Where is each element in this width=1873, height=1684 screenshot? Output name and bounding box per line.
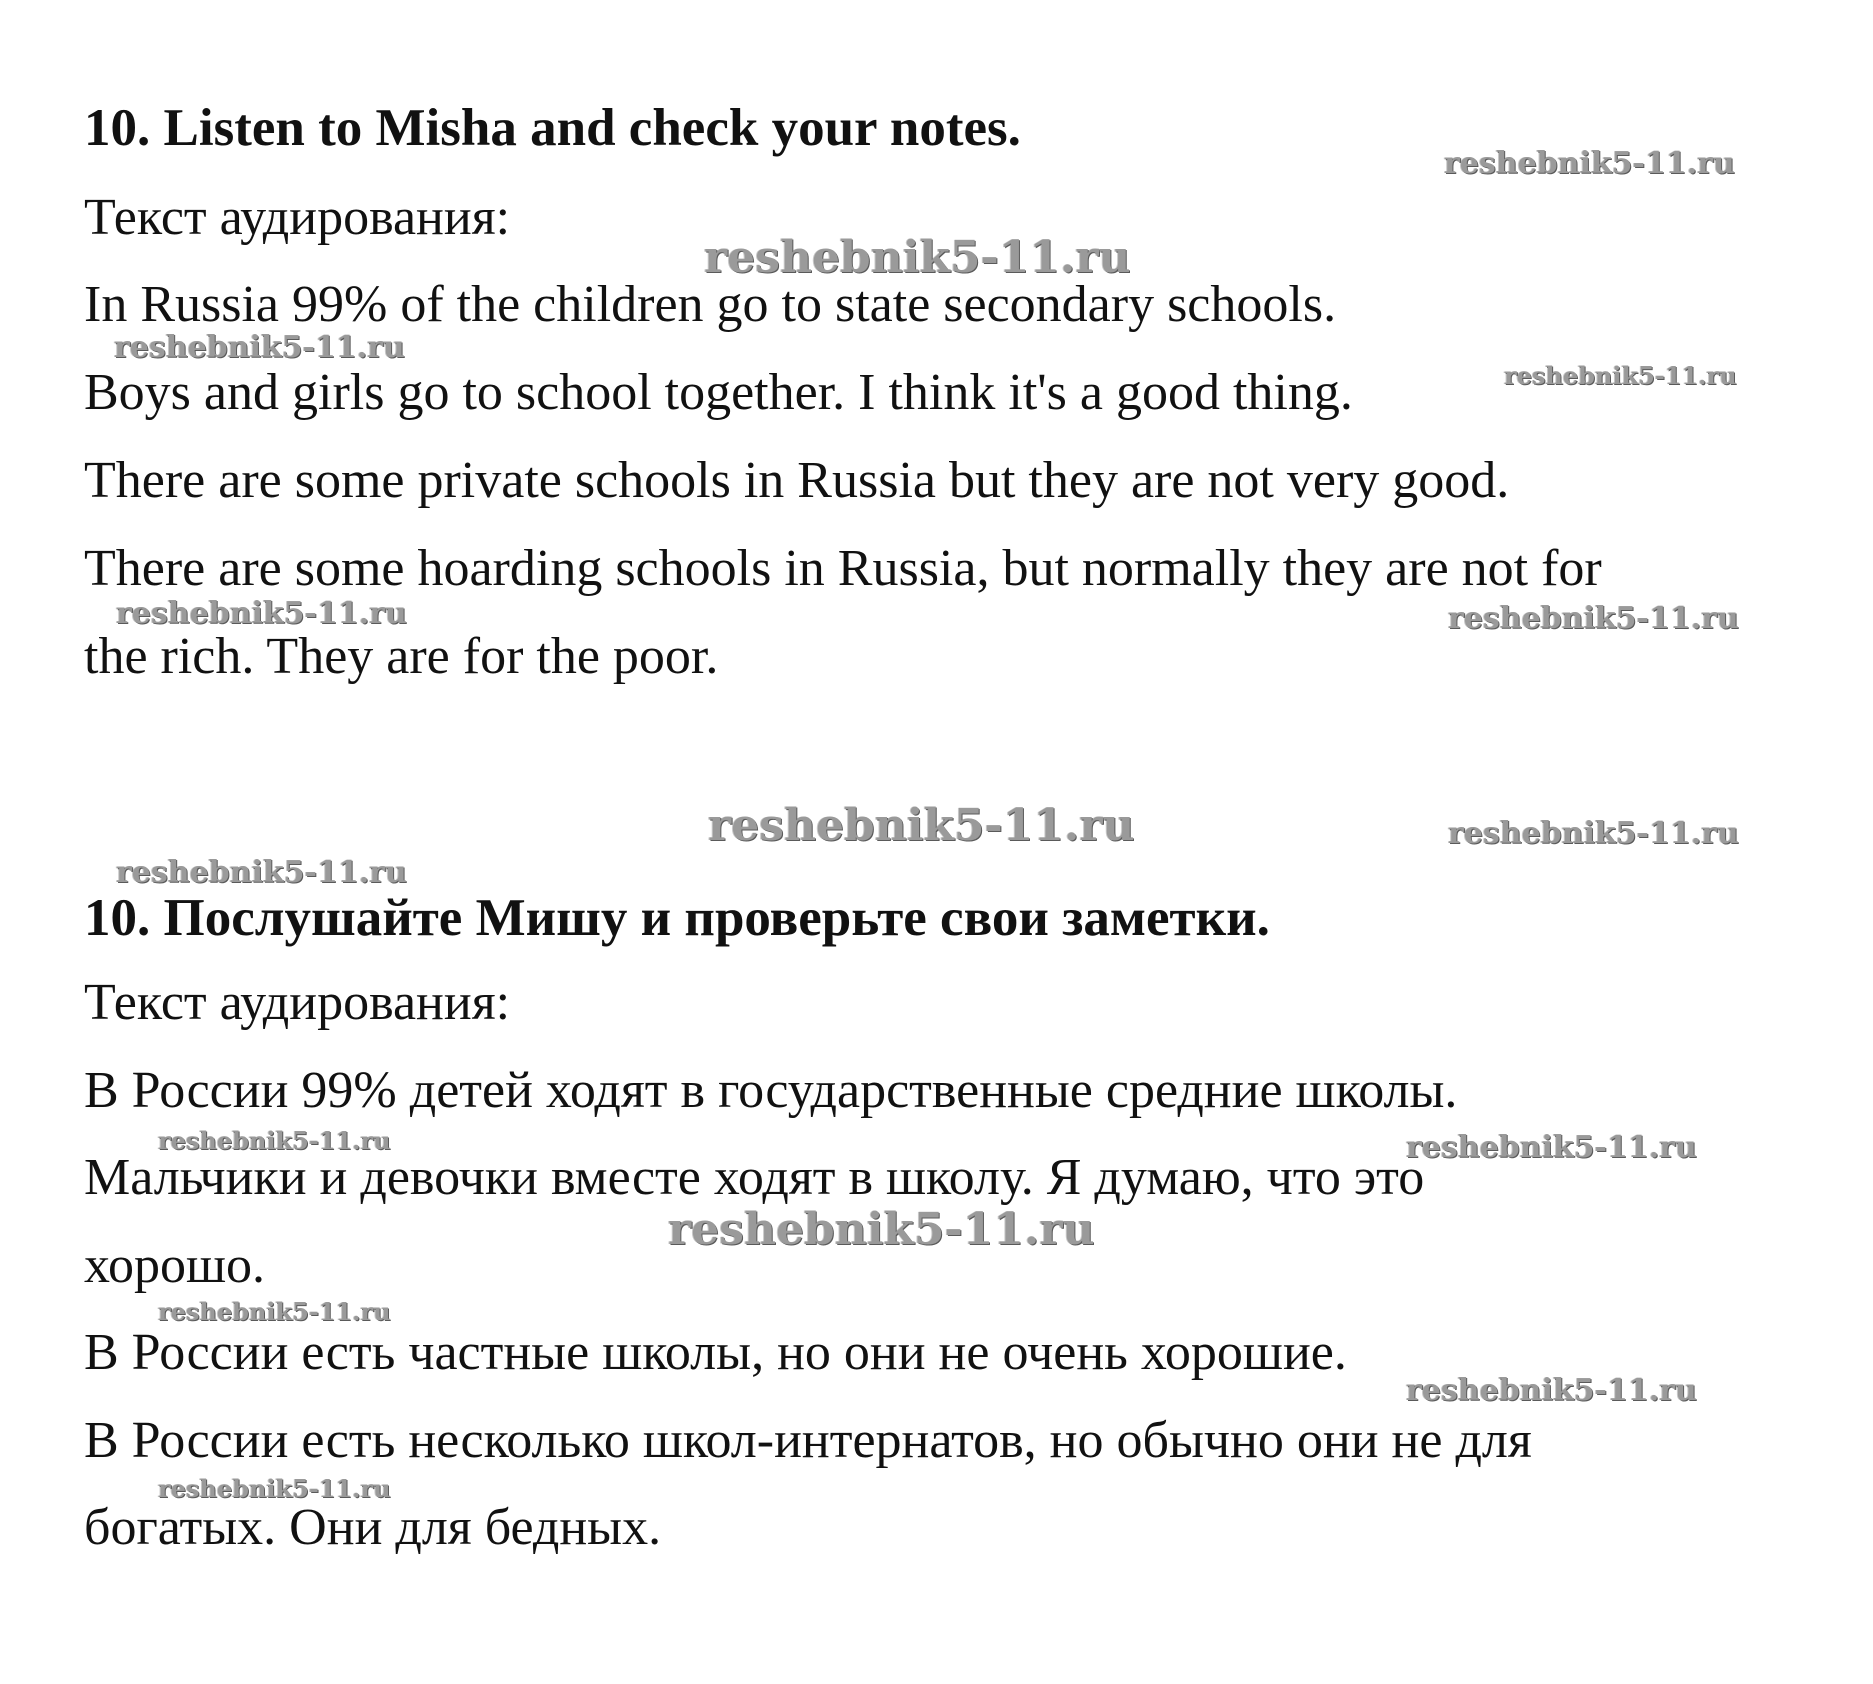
watermark: reshebnik5-11.ru bbox=[704, 232, 1131, 283]
watermark: reshebnik5-11.ru bbox=[1444, 146, 1735, 181]
watermark: reshebnik5-11.ru bbox=[1504, 361, 1737, 390]
watermark: reshebnik5-11.ru bbox=[158, 1474, 391, 1503]
watermark: reshebnik5-11.ru bbox=[158, 1297, 391, 1326]
watermark: reshebnik5-11.ru bbox=[1448, 816, 1739, 851]
russian-line-6: богатых. Они для бедных. bbox=[84, 1499, 662, 1556]
english-heading: 10. Listen to Misha and check your notes. bbox=[84, 99, 1021, 157]
watermark: reshebnik5-11.ru bbox=[158, 1126, 391, 1155]
english-subtitle: Текст аудирования: bbox=[84, 189, 511, 246]
watermark: reshebnik5-11.ru bbox=[116, 855, 407, 890]
english-line-2: Boys and girls go to school together. I think it's a good thing. bbox=[84, 364, 1353, 421]
russian-line-2: Мальчики и девочки вместе ходят в школу. Я думаю, что это bbox=[84, 1149, 1425, 1206]
russian-line-3: хорошо. bbox=[84, 1237, 266, 1294]
english-line-4: There are some hoarding schools in Russia, but normally they are not for bbox=[84, 540, 1602, 597]
english-line-5: the rich. They are for the poor. bbox=[84, 628, 719, 685]
watermark: reshebnik5-11.ru bbox=[1448, 601, 1739, 636]
english-line-3: There are some private schools in Russia but they are not very good. bbox=[84, 452, 1510, 509]
watermark: reshebnik5-11.ru bbox=[116, 596, 407, 631]
watermark: reshebnik5-11.ru bbox=[114, 330, 405, 365]
russian-subtitle: Текст аудирования: bbox=[84, 974, 511, 1031]
russian-line-1: В России 99% детей ходят в государственные средние школы. bbox=[84, 1062, 1458, 1119]
russian-heading: 10. Послушайте Мишу и проверьте свои заметки. bbox=[84, 889, 1270, 947]
english-line-1: In Russia 99% of the children go to state secondary schools. bbox=[84, 276, 1337, 333]
watermark: reshebnik5-11.ru bbox=[708, 800, 1135, 851]
watermark: reshebnik5-11.ru bbox=[1406, 1373, 1697, 1408]
russian-line-5: В России есть несколько школ-интернатов, но обычно они не для bbox=[84, 1412, 1532, 1469]
russian-line-4: В России есть частные школы, но они не очень хорошие. bbox=[84, 1324, 1347, 1381]
watermark: reshebnik5-11.ru bbox=[668, 1204, 1095, 1255]
watermark: reshebnik5-11.ru bbox=[1406, 1130, 1697, 1165]
